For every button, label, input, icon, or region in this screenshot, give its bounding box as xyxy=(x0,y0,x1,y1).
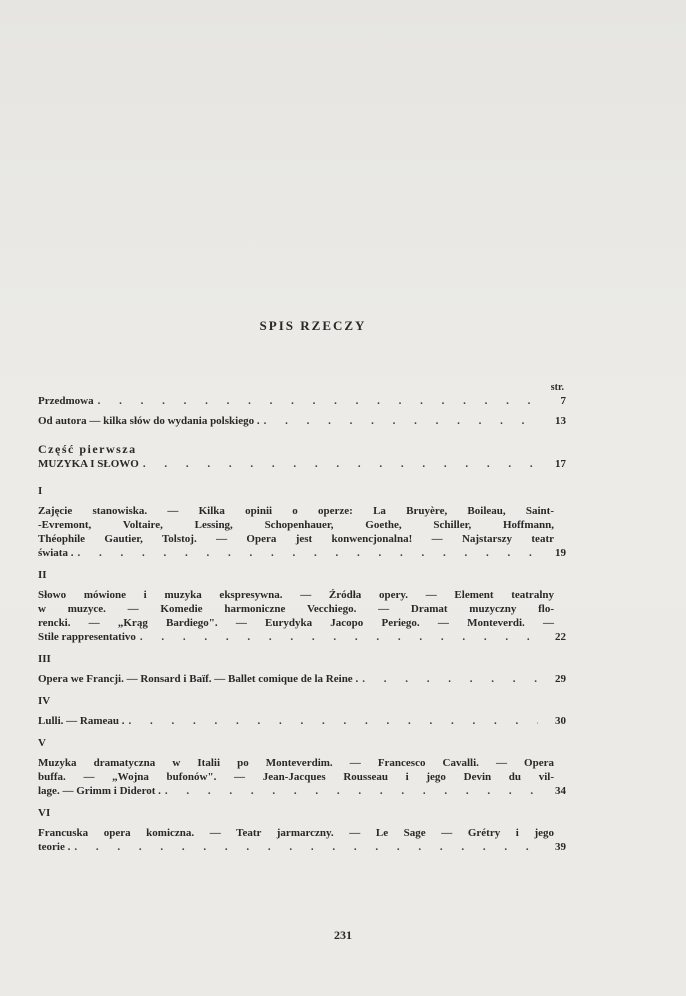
part-page: 17 xyxy=(555,458,566,470)
chapter-list xyxy=(38,484,566,854)
dot-leader xyxy=(140,630,538,644)
chapter-line: Zajęcie stanowiska. — Kilka opinii o operze: La Bruyère, Boileau, Saint- xyxy=(38,505,554,517)
chapter-line: -Evremont, Voltaire, Lessing, Schopenhauer, Goethe, Schiller, Hoffmann, xyxy=(38,519,554,531)
chapter-entry xyxy=(38,672,566,686)
part-title: MUZYKA I SŁOWO xyxy=(38,458,139,470)
page-number: 231 xyxy=(334,928,352,942)
chapter-numeral: VI xyxy=(38,807,51,819)
page-column-label: str. xyxy=(550,382,564,393)
entry-page: 13 xyxy=(555,415,566,427)
chapter-page: 34 xyxy=(555,785,566,797)
dot-leader xyxy=(264,414,538,428)
chapter-line: Słowo mówione i muzyka ekspresywna. — Źródła opery. — Element teatralny xyxy=(38,589,554,601)
chapter-numeral: III xyxy=(38,653,51,665)
chapter-line: buffa. — „Wojna bufonów". — Jean-Jacques Rousseau i jego Devin du vil- xyxy=(38,771,554,783)
dot-leader xyxy=(77,546,538,560)
chapter-line: Muzyka dramatyczna w Italii po Monteverdim. — Francesco Cavalli. — Opera xyxy=(38,757,554,769)
dot-leader xyxy=(165,784,538,798)
chapter-line: w muzyce. — Komedie harmoniczne Vecchiego. — Dramat muzyczny flo- xyxy=(38,603,554,615)
chapter-last-line: świata . xyxy=(38,547,74,559)
chapter-page: 29 xyxy=(555,673,566,685)
dot-leader xyxy=(128,714,538,728)
chapter-page: 39 xyxy=(555,841,566,853)
chapter-entry xyxy=(38,588,566,644)
chapter-entry xyxy=(38,504,566,560)
chapter-last-line: Opera we Francji. — Ronsard i Baïf. — Ballet comique de la Reine . xyxy=(38,673,359,685)
dot-leader xyxy=(362,672,538,686)
chapter-page: 30 xyxy=(555,715,566,727)
chapter-last-line: Lulli. — Rameau . xyxy=(38,715,125,727)
chapter-page: 22 xyxy=(555,631,566,643)
chapter-numeral: V xyxy=(38,737,46,749)
table-of-contents xyxy=(38,318,566,860)
entry-text: Od autora — kilka słów do wydania polskiego . xyxy=(38,415,260,427)
chapter-last-line: lage. — Grimm i Diderot . xyxy=(38,785,161,797)
chapter-line: Francuska opera komiczna. — Teatr jarmarczny. — Le Sage — Grétry i jego xyxy=(38,827,554,839)
chapter-numeral: I xyxy=(38,485,43,497)
chapter-entry xyxy=(38,826,566,854)
chapter-page: 19 xyxy=(555,547,566,559)
page-title: SPIS RZECZY xyxy=(259,318,367,333)
chapter-numeral: IV xyxy=(38,695,51,707)
entry-text: Przedmowa xyxy=(38,395,94,407)
chapter-line: Théophile Gautier, Tolstoj. — Opera jest konwencjonalna! — Najstarszy teatr xyxy=(38,533,554,545)
chapter-last-line: teorie . xyxy=(38,841,71,853)
dot-leader xyxy=(143,457,538,471)
chapter-numeral: II xyxy=(38,569,47,581)
chapter-line: rencki. — „Krąg Bardiego". — Eurydyka Jacopo Periego. — Monteverdi. — xyxy=(38,617,554,629)
toc-entry-preface xyxy=(38,394,566,408)
toc-part-one xyxy=(38,441,566,471)
dot-leader xyxy=(74,840,538,854)
toc-entry-author-note xyxy=(38,414,566,428)
chapter-entry xyxy=(38,714,566,728)
chapter-last-line: Stile rappresentativo xyxy=(38,631,136,643)
entry-page: 7 xyxy=(560,395,566,407)
part-label: Część pierwsza xyxy=(38,442,137,456)
dot-leader xyxy=(98,394,538,408)
chapter-entry xyxy=(38,756,566,798)
